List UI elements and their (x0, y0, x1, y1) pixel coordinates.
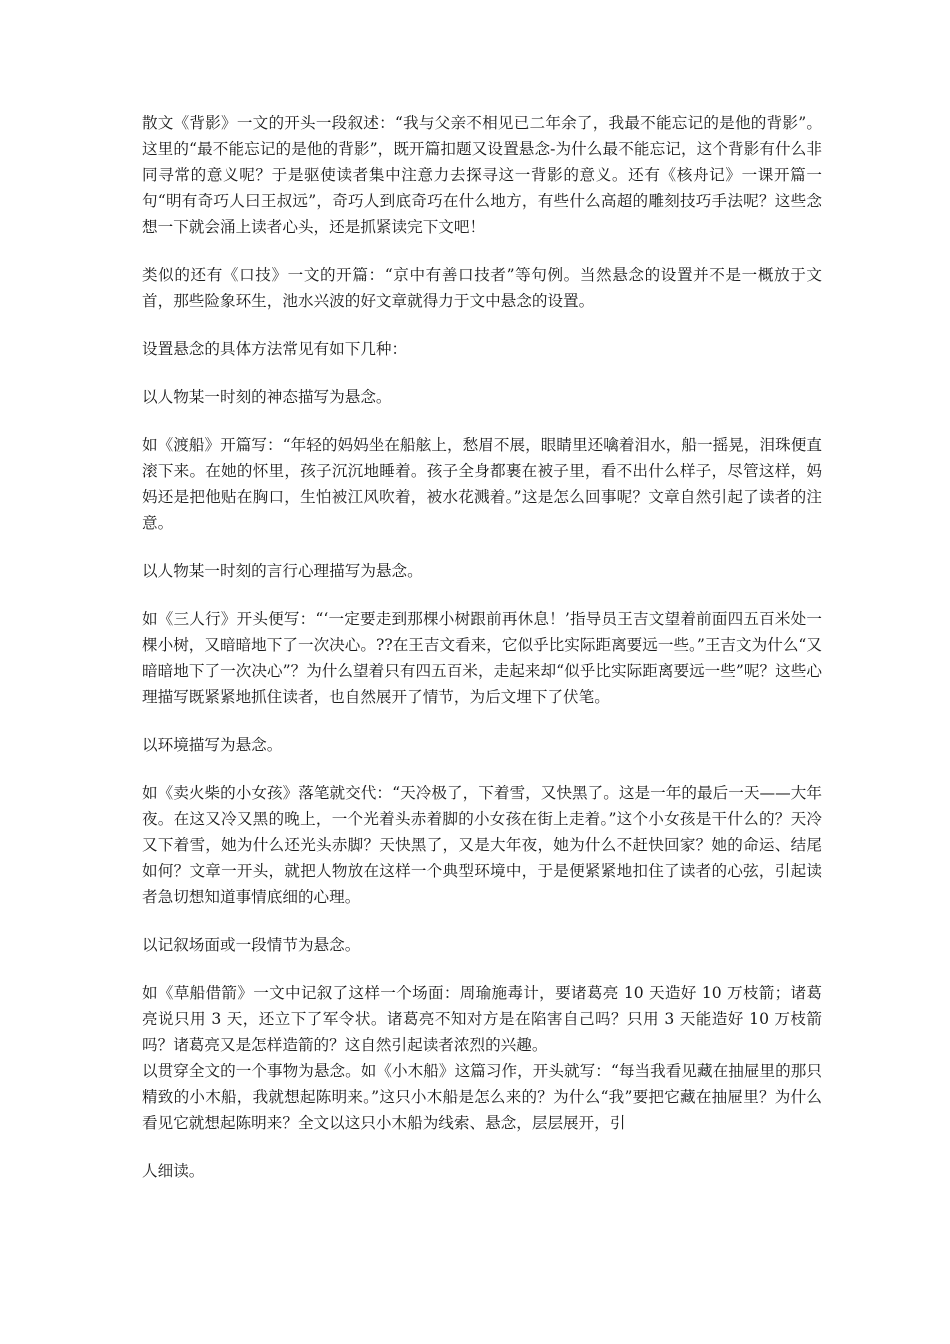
paragraph-caochuan: 如《草船借箭》一文中记叙了这样一个场面：周瑜施毒计，要诸葛亮 10 天造好 10 万枝箭；诸葛亮说只用 3 天，还立下了军令状。诸葛亮不知对方是在陷害自己吗？只用 3 天能造好 10 万枝箭吗？诸葛亮又是怎样造箭的？这自然引起读者浓烈的兴趣。 (142, 984, 822, 1054)
paragraph-kouji: 类似的还有《口技》一文的开篇：“京中有善口技者”等句例。当然悬念的设置并不是一概放于文首，那些险象环生，池水兴波的好文章就得力于文中悬念的设置。 (142, 266, 822, 310)
paragraph-match-girl: 如《卖火柴的小女孩》落笔就交代：“天冷极了，下着雪，又快黑了。这是一年的最后一天——大年夜。在这又冷又黑的晚上，一个光着头赤着脚的小女孩在街上走着。”这个小女孩是干什么的？天冷又下着雪，她为什么还光头赤脚？天快黑了，又是大年夜，她为什么不赶快回家？她的命运、结尾如何？文章一开头，就把人物放在这样一个典型环境中，于是便紧紧地扣住了读者的心弦，引起读者急切想知道事情底细的心理。 (142, 784, 822, 906)
heading-expression-suspense: 以人物某一时刻的神态描写为悬念。 (142, 388, 392, 406)
heading-environment-suspense: 以环境描写为悬念。 (142, 736, 283, 754)
paragraph-duchuan: 如《渡船》开篇写：“年轻的妈妈坐在船舷上，愁眉不展，眼睛里还噙着泪水，船一摇晃，泪珠便直滚下来。在她的怀里，孩子沉沉地睡着。孩子全身都裹在被子里，看不出什么样子，尽管这样，妈妈还是把他贴在胸口，生怕被江风吹着，被水花溅着。”这是怎么回事呢？文章自然引起了读者的注意。 (142, 436, 822, 532)
paragraph-beiying: 散文《背影》一文的开头一段叙述：“我与父亲不相见已二年余了，我最不能忘记的是他的背影”。这里的“最不能忘记的是他的背影”，既开篇扣题又设置悬念-为什么最不能忘记，这个背影有什么非同寻常的意义呢？于是驱使读者集中注意力去探寻这一背影的意义。还有《核舟记》一课开篇一句“明有奇巧人曰王叔远”，奇巧人到底奇巧在什么地方，有些什么高超的雕刻技巧手法呢？这些念想一下就会涌上读者心头，还是抓紧读完下文吧！ (142, 114, 822, 236)
paragraph-xiaomuchuan: 以贯穿全文的一个事物为悬念。如《小木船》这篇习作，开头就写：“每当我看见藏在抽屉里的那只精致的小木船，我就想起陈明来。”这只小木船是怎么来的？为什么“我”要把它藏在抽屉里？为什么看见它就想起陈明来？全文以这只小木船为线索、悬念，层层展开，引 (142, 1062, 822, 1132)
paragraph-sanrenxing: 如《三人行》开头便写：“‘一定要走到那棵小树跟前再休息！’指导员王吉文望着前面四五百米处一棵小树，又暗暗地下了一次决心。??在王吉文看来，它似乎比实际距离要远一些。”王吉文为什么“又暗暗地下了一次决心”？为什么望着只有四五百米，走起来却“似乎比实际距离要远一些”呢？这些心理描写既紧紧地抓住读者，也自然展开了情节，为后文埋下了伏笔。 (142, 610, 822, 706)
heading-scene-suspense: 以记叙场面或一段情节为悬念。 (142, 936, 361, 954)
document-page (142, 110, 822, 1206)
paragraph-closing: 人细读。 (142, 1162, 205, 1180)
heading-psychology-suspense: 以人物某一时刻的言行心理描写为悬念。 (142, 562, 423, 580)
paragraph-methods-intro: 设置悬念的具体方法常见有如下几种： (142, 340, 408, 358)
